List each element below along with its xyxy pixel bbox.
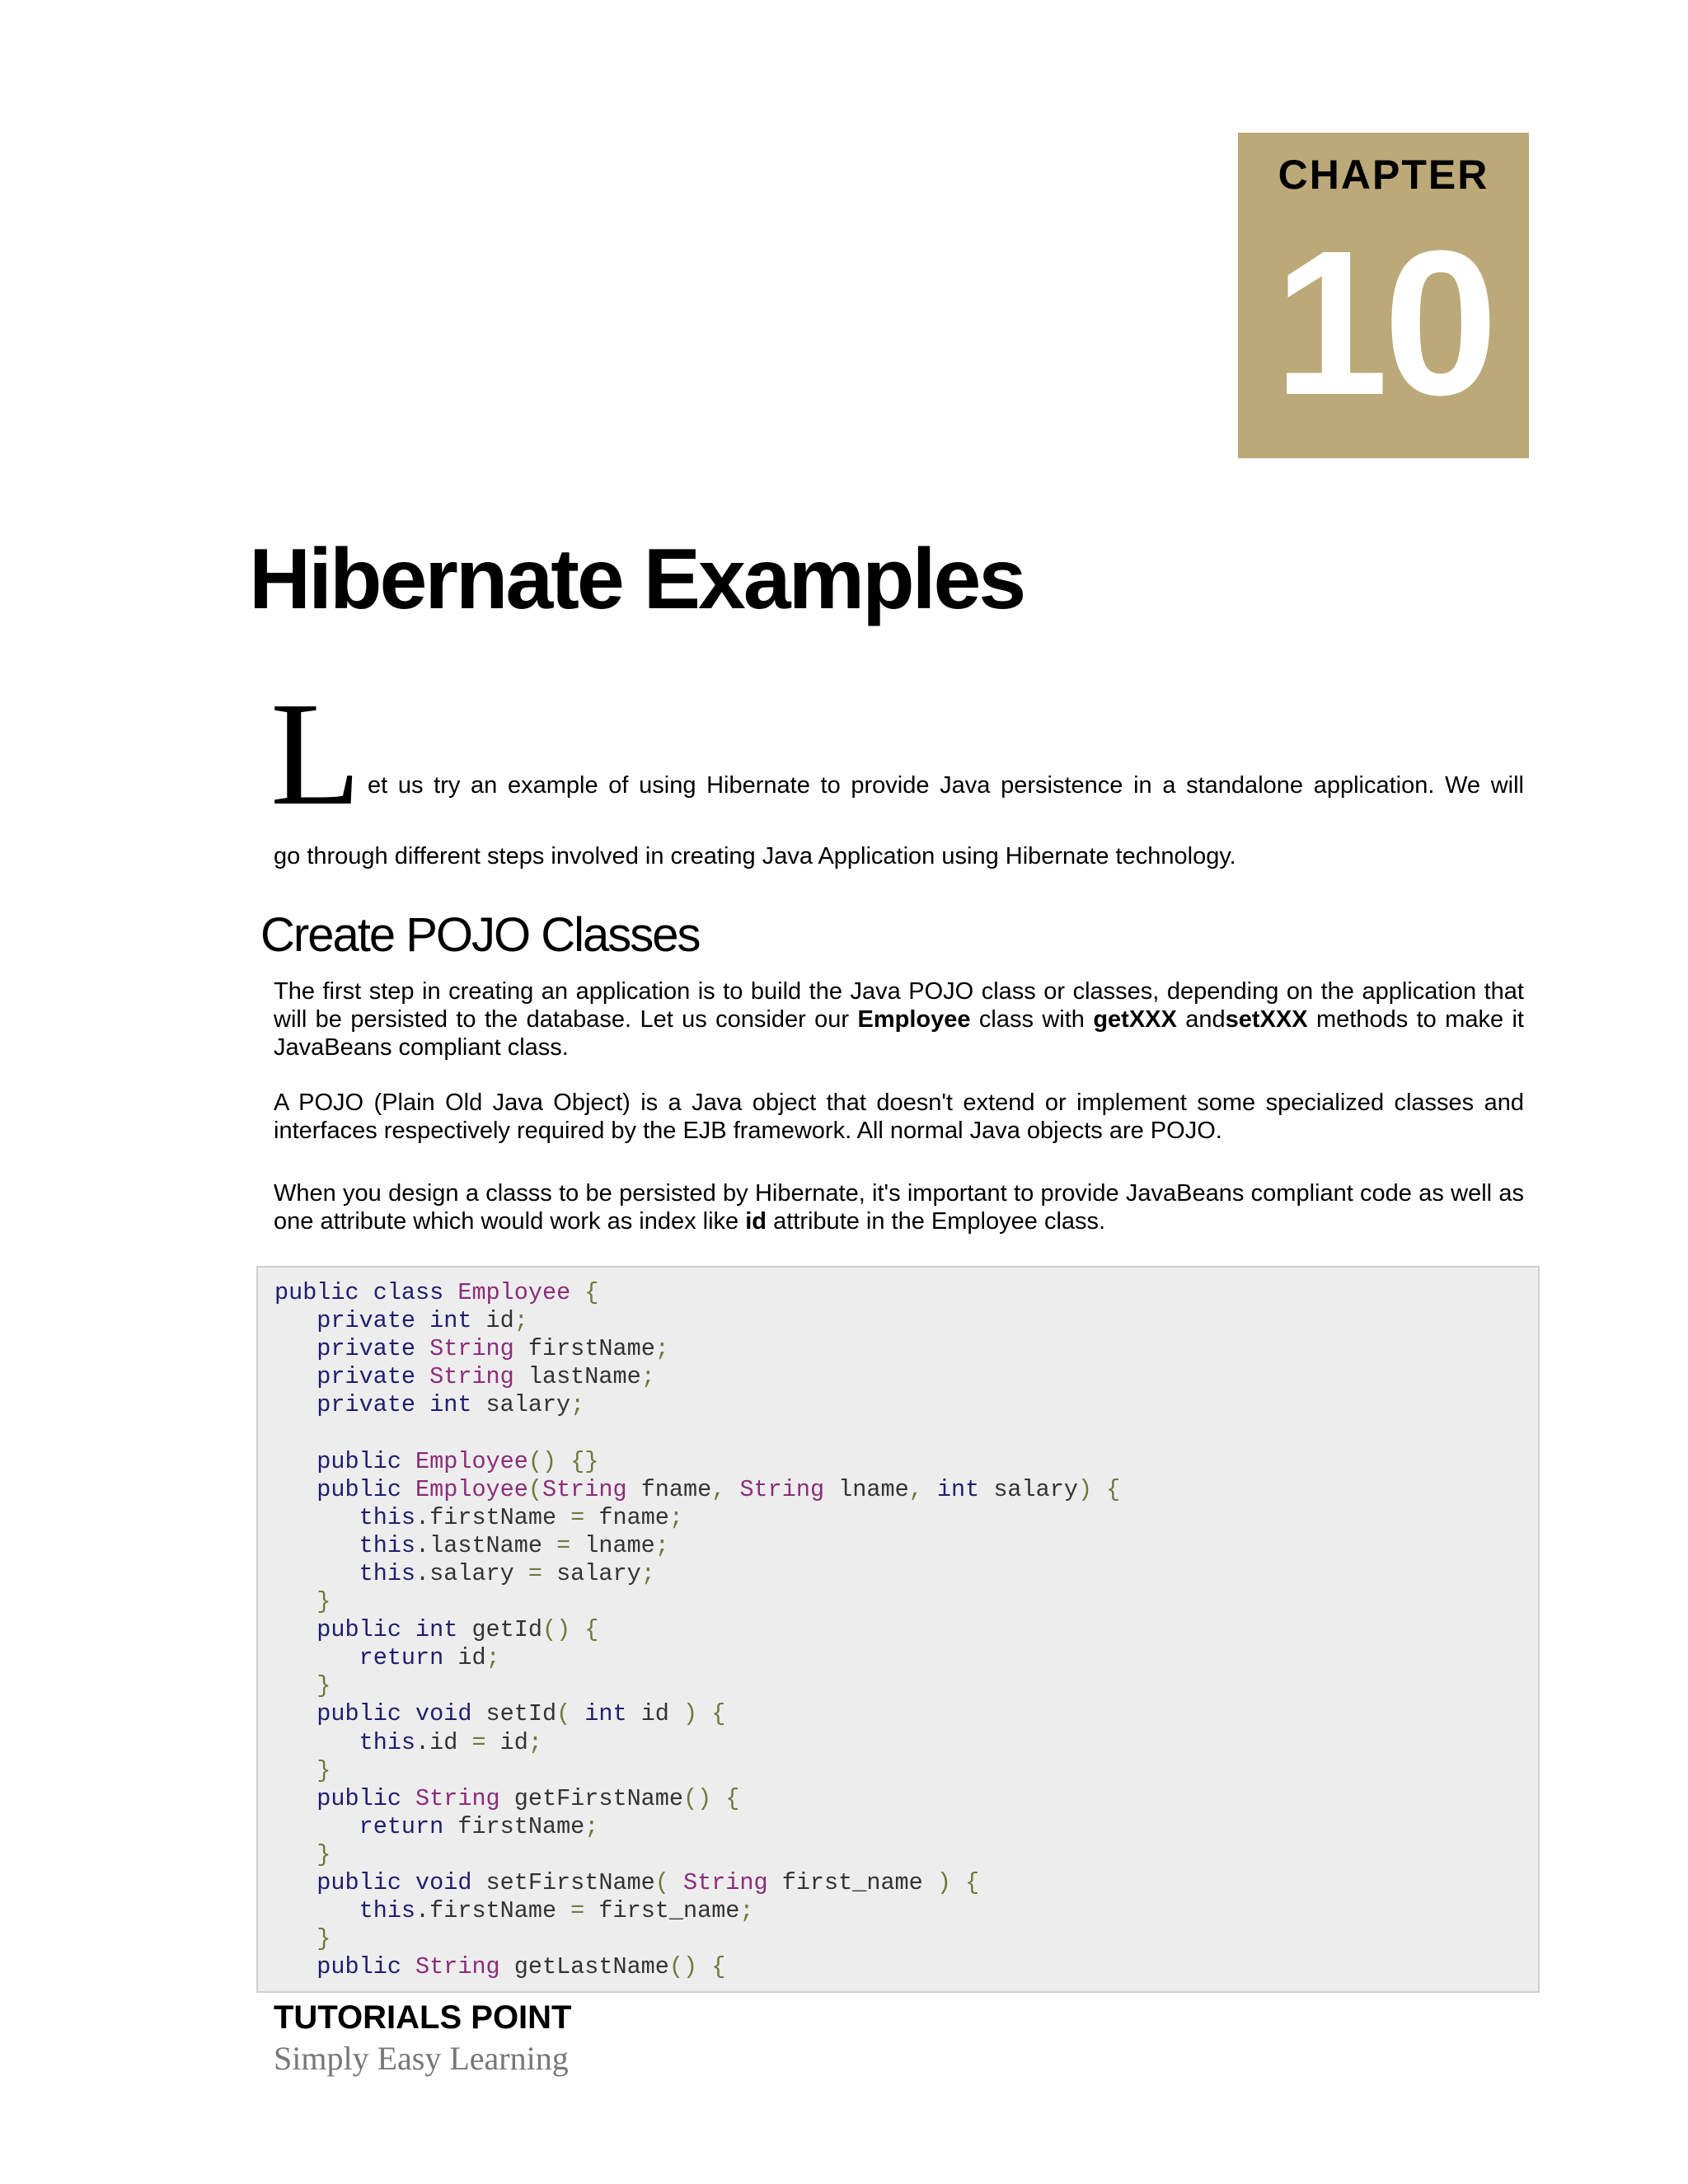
code-token: getLastName [499,1953,669,1981]
code-token: String [739,1475,825,1503]
footer-brand: TUTORIALS POINT [274,1999,572,2036]
code-line [274,1307,1538,1335]
code-token: () { [683,1784,740,1812]
code-line [274,1391,1538,1419]
paragraph-text: and [1176,1006,1226,1033]
code-line [274,1363,1538,1391]
code-token: String [683,1868,768,1896]
code-token: this [274,1531,416,1559]
code-line [274,1560,1538,1588]
code-block [256,1266,1540,1993]
code-token: ; [485,1644,500,1672]
code-token: Employee [457,1279,571,1306]
code-token: public void [274,1700,486,1728]
code-token: .id [415,1728,472,1756]
intro-dropcap: L [270,672,361,836]
code-token: public [274,1447,416,1475]
code-token: first_name [767,1868,937,1896]
code-token: ) { [1077,1475,1121,1503]
code-token: fname [584,1503,669,1531]
code-token: this [274,1728,416,1756]
code-line [274,1504,1538,1532]
code-line [274,1841,1538,1869]
code-listing [258,1268,1538,1981]
code-token: } [274,1925,331,1953]
footer-tagline: Simply Easy Learning [274,2040,569,2077]
code-line [274,1925,1538,1953]
code-token: } [274,1756,331,1784]
code-token: id [485,1728,528,1756]
code-token: } [274,1588,331,1616]
code-token: ( [654,1868,683,1896]
code-token: () { [542,1616,599,1644]
code-token: Employee [415,1447,528,1475]
bold-term-id: id [745,1208,767,1235]
code-token: () {} [528,1447,599,1475]
code-token: .lastName [415,1531,557,1559]
code-token: private [274,1363,430,1391]
code-token: salary [485,1391,571,1419]
paragraph-text: methods to make it JavaBeans compliant class. [274,1006,1524,1061]
code-token: String [429,1363,514,1391]
code-token: private int [274,1307,486,1335]
code-line [274,1897,1538,1925]
intro-text-line-1: et us try an example of using Hibernate to provide Java persistence in a standalone application. We will [368,772,1524,799]
code-token: } [274,1672,331,1700]
code-line [274,1729,1538,1757]
code-token: ; [570,1391,585,1419]
code-token: int [584,1700,641,1728]
code-token: ( [556,1700,585,1728]
code-token: Employee [415,1475,528,1503]
code-line [274,1672,1538,1700]
code-line [274,1813,1538,1841]
chapter-badge [1238,133,1529,458]
code-line [274,1335,1538,1363]
code-token: setId [485,1700,557,1728]
paragraph-text: The first step in creating an application is to build the Java POJO class or classes, depending on the application that will be persisted to the database. Let us consider our [274,978,1524,1033]
code-token: firstName [513,1335,655,1363]
code-token: fname [626,1475,712,1503]
paragraph-text: When you design a classs to be persisted by Hibernate, it's important to provide JavaBeans compliant code as well as one attribute which would work as index like [274,1180,1524,1235]
bold-term-getxxx: getXXX [1093,1006,1177,1033]
code-token: = [556,1531,571,1559]
page-title: Hibernate Examples [249,532,1025,627]
code-token: ; [584,1812,599,1840]
code-token: public class [274,1279,458,1306]
code-token: .firstName [415,1897,571,1925]
paragraph-persistence-design [274,1179,1524,1235]
code-token: ; [654,1335,669,1363]
code-token: String [542,1475,627,1503]
code-token: public [274,1953,416,1981]
code-token: firstName [457,1812,585,1840]
code-token: = [471,1728,486,1756]
code-token: public int [274,1616,472,1644]
code-token: this [274,1559,416,1587]
code-token: public [274,1784,416,1812]
code-line [274,1644,1538,1672]
code-token: String [415,1784,500,1812]
paragraph-pojo-definition: A POJO (Plain Old Java Object) is a Java object that doesn't extend or implement some specialized classes and interfaces respectively required by the EJB framework. All normal Java objects are POJO. [274,1090,1524,1144]
code-token: id [640,1700,684,1728]
code-line [274,1279,1538,1307]
paragraph-text: class with [970,1006,1094,1033]
code-token: String [415,1953,500,1981]
code-token: this [274,1897,416,1925]
code-token: setFirstName [485,1868,655,1896]
code-token: , [711,1475,740,1503]
code-line [274,1616,1538,1644]
code-token: () { [668,1953,726,1981]
code-token: , [908,1475,937,1503]
code-token: ; [640,1363,655,1391]
code-token: String [429,1335,514,1363]
code-token: private [274,1335,430,1363]
code-token: return [274,1812,458,1840]
code-token: ; [668,1503,684,1531]
code-line [274,1419,1538,1447]
code-token: this [274,1503,416,1531]
code-token: { [570,1279,599,1306]
code-token: ; [640,1559,655,1587]
paragraph-text: attribute in the Employee class. [767,1208,1106,1235]
code-token: id [485,1307,514,1335]
code-line [274,1476,1538,1504]
code-line [274,1869,1538,1897]
code-token: = [570,1897,585,1925]
code-token: int [936,1475,994,1503]
code-token: ; [513,1307,528,1335]
code-token: ( [528,1475,542,1503]
intro-text-line-2: go through different steps involved in creating Java Application using Hibernate technology. [274,843,1236,869]
code-token: = [528,1559,542,1587]
code-token: salary [993,1475,1078,1503]
chapter-number: 10 [1273,208,1493,438]
code-token: getId [471,1616,542,1644]
code-token: ; [739,1897,754,1925]
bold-term-employee: Employee [857,1006,971,1033]
code-token: = [570,1503,585,1531]
code-line [274,1532,1538,1560]
code-token: first_name [584,1897,740,1925]
code-token: .salary [415,1559,528,1587]
code-token: salary [542,1559,641,1587]
code-token: getFirstName [499,1784,683,1812]
code-token: ) { [683,1700,726,1728]
code-token: ; [528,1728,542,1756]
code-line [274,1757,1538,1785]
code-token: ) { [936,1868,980,1896]
chapter-label: CHAPTER [1278,152,1489,198]
code-token: } [274,1840,331,1868]
code-line [274,1953,1538,1981]
code-token: lname [824,1475,909,1503]
code-token: private int [274,1391,486,1419]
code-token: id [457,1644,486,1672]
bold-term-setxxx: setXXX [1225,1006,1308,1033]
code-token: lname [570,1531,655,1559]
code-token: return [274,1644,458,1672]
code-token: ; [654,1531,669,1559]
paragraph-pojo-intro [274,977,1524,1062]
code-token: .firstName [415,1503,571,1531]
code-token: lastName [513,1363,641,1391]
code-line [274,1448,1538,1476]
code-line [274,1588,1538,1616]
code-line [274,1700,1538,1728]
code-line [274,1785,1538,1813]
section-heading: Create POJO Classes [260,908,700,962]
code-token: public [274,1475,416,1503]
code-token: public void [274,1868,486,1896]
